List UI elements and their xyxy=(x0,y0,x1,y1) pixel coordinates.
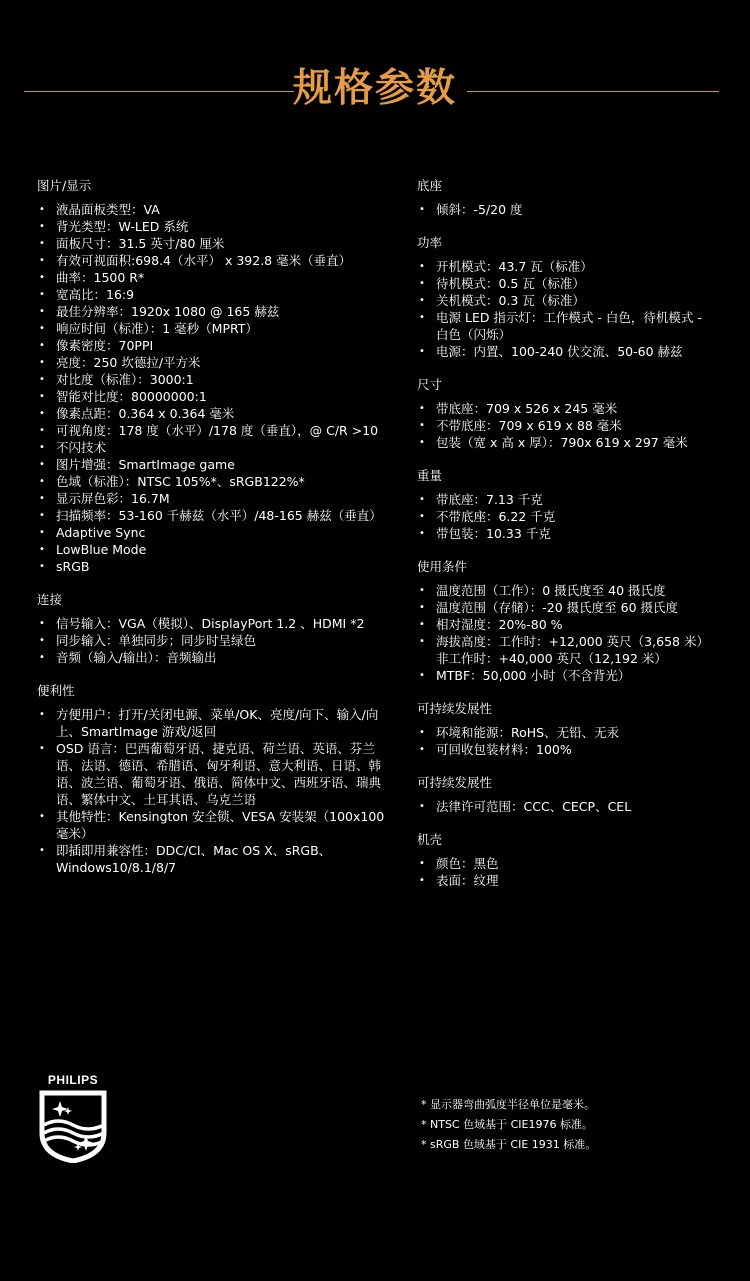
spec-item: • 开机模式：43.7 瓦（标准） xyxy=(417,258,732,275)
philips-shield-icon xyxy=(38,1073,108,1163)
spec-list xyxy=(37,706,407,876)
spec-item: • 面板尺寸：31.5 英寸/80 厘米 xyxy=(37,235,407,252)
header-divider-right xyxy=(467,91,719,92)
page-title: 规格参数 xyxy=(292,66,457,111)
spec-item: • 同步输入：单独同步；同步时呈绿色 xyxy=(37,632,407,649)
footnote: * sRGB 色域基于 CIE 1931 标准。 xyxy=(421,1138,597,1151)
spec-section xyxy=(417,467,732,542)
spec-list xyxy=(417,582,732,684)
spec-item: • 响应时间（标准）：1 毫秒（MPRT） xyxy=(37,320,407,337)
spec-item: • 不闪技术 xyxy=(37,439,407,456)
philips-wordmark: PHILIPS xyxy=(47,1073,99,1087)
spec-item: • 不带底座：6.22 千克 xyxy=(417,508,732,525)
header xyxy=(0,62,750,118)
spec-section xyxy=(417,831,732,889)
spec-item: • 温度范围（存储）：-20 摄氏度至 60 摄氏度 xyxy=(417,599,732,616)
spec-section xyxy=(37,682,407,876)
spec-section xyxy=(417,558,732,684)
spec-list xyxy=(417,258,732,360)
spec-item: • 曲率：1500 R* xyxy=(37,269,407,286)
section-title: 重量 xyxy=(417,468,443,483)
section-title: 底座 xyxy=(417,178,443,193)
spec-item: • 图片增强：SmartImage game xyxy=(37,456,407,473)
spec-item: • 倾斜：-5/20 度 xyxy=(417,201,732,218)
philips-logo xyxy=(38,1073,108,1163)
footnote: * NTSC 色域基于 CIE1976 标准。 xyxy=(421,1118,593,1131)
spec-section xyxy=(417,177,732,218)
spec-item: • 不带底座：709 x 619 x 88 毫米 xyxy=(417,417,732,434)
spec-item: • MTBF：50,000 小时（不含背光） xyxy=(417,667,732,684)
spec-column-right xyxy=(417,177,732,905)
spec-item: • LowBlue Mode xyxy=(37,541,407,558)
spec-item: • 信号输入：VGA（模拟）、DisplayPort 1.2 、HDMI *2 xyxy=(37,615,407,632)
spec-item: • 带包装：10.33 千克 xyxy=(417,525,732,542)
spec-item: • 相对湿度：20%-80 % xyxy=(417,616,732,633)
spec-section xyxy=(37,591,407,666)
spec-item: • OSD 语言：巴西葡萄牙语、捷克语、荷兰语、英语、芬兰 语、法语、德语、希腊语、匈牙利语、意大利语、日语、韩 语、波兰语、葡萄牙语、俄语、简体中文、西班牙语、瑞典 语、繁体中文、土耳其语、乌克兰语 xyxy=(37,740,407,808)
section-title: 可持续发展性 xyxy=(417,775,493,790)
spec-item: • 显示屏色彩：16.7M xyxy=(37,490,407,507)
section-title: 机壳 xyxy=(417,832,443,847)
spec-item: • 包装（宽 x 高 x 厚）：790x 619 x 297 毫米 xyxy=(417,434,732,451)
spec-item: • 关机模式：0.3 瓦（标准） xyxy=(417,292,732,309)
spec-item: • 智能对比度：80000000:1 xyxy=(37,388,407,405)
spec-list xyxy=(417,491,732,542)
spec-item: • 方便用户：打开/关闭电源、菜单/OK、亮度/向下、输入/向 上、SmartImage 游戏/返回 xyxy=(37,706,407,740)
section-title: 便利性 xyxy=(37,683,75,698)
spec-section xyxy=(37,177,407,575)
spec-item: • 即插即用兼容性：DDC/CI、Mac OS X、sRGB、 Windows10/8.1/8/7 xyxy=(37,842,407,876)
spec-item: • 其他特性：Kensington 安全锁、VESA 安装架（100x100 毫米） xyxy=(37,808,407,842)
spec-item: • 亮度：250 坎德拉/平方米 xyxy=(37,354,407,371)
spec-column-left xyxy=(37,177,407,892)
section-title: 图片/显示 xyxy=(37,178,92,193)
spec-item: • 最佳分辨率：1920x 1080 @ 165 赫兹 xyxy=(37,303,407,320)
spec-section xyxy=(417,376,732,451)
spec-item: • 可视角度：178 度（水平）/178 度（垂直），@ C/R >10 xyxy=(37,422,407,439)
spec-section xyxy=(417,700,732,758)
spec-list xyxy=(417,798,732,815)
spec-item: • 海拔高度：工作时：+12,000 英尺（3,658 米） 非工作时：+40,000 英尺（12,192 米） xyxy=(417,633,732,667)
spec-item: • 色域（标准）：NTSC 105%*、sRGB122%* xyxy=(37,473,407,490)
spec-item: • 音频（输入/输出）：音频输出 xyxy=(37,649,407,666)
spec-item: • 带底座：709 x 526 x 245 毫米 xyxy=(417,400,732,417)
spec-item: • 像素密度：70PPI xyxy=(37,337,407,354)
spec-list xyxy=(417,400,732,451)
spec-item: • sRGB xyxy=(37,558,407,575)
section-title: 尺寸 xyxy=(417,377,443,392)
footnotes xyxy=(421,1095,721,1155)
spec-list xyxy=(37,615,407,666)
section-title: 功率 xyxy=(417,235,443,250)
spec-item: • 扫描频率：53-160 千赫兹（水平）/48-165 赫兹（垂直） xyxy=(37,507,407,524)
spec-item: • 环境和能源：RoHS、无铅、无汞 xyxy=(417,724,732,741)
section-title: 使用条件 xyxy=(417,559,468,574)
spec-list xyxy=(417,855,732,889)
spec-item: • 像素点距：0.364 x 0.364 毫米 xyxy=(37,405,407,422)
spec-item: • Adaptive Sync xyxy=(37,524,407,541)
spec-list xyxy=(417,201,732,218)
section-title: 连接 xyxy=(37,592,63,607)
spec-item: • 表面：纹理 xyxy=(417,872,732,889)
spec-list xyxy=(417,724,732,758)
spec-item: • 液晶面板类型：VA xyxy=(37,201,407,218)
spec-item: • 电源：内置、100-240 伏交流、50-60 赫兹 xyxy=(417,343,732,360)
spec-section xyxy=(417,234,732,360)
spec-item: • 宽高比：16:9 xyxy=(37,286,407,303)
spec-item: • 法律许可范围：CCC、CECP、CEL xyxy=(417,798,732,815)
spec-item: • 可回收包装材料：100% xyxy=(417,741,732,758)
spec-item: • 温度范围（工作）：0 摄氏度至 40 摄氏度 xyxy=(417,582,732,599)
spec-item: • 有效可视面积:698.4（水平） x 392.8 毫米（垂直） xyxy=(37,252,407,269)
spec-list xyxy=(37,201,407,575)
spec-item: • 背光类型：W-LED 系统 xyxy=(37,218,407,235)
footnote: * 显示器弯曲弧度半径单位是毫米。 xyxy=(421,1098,595,1111)
section-title: 可持续发展性 xyxy=(417,701,493,716)
spec-section xyxy=(417,774,732,815)
spec-item: • 对比度（标准）：3000:1 xyxy=(37,371,407,388)
spec-item: • 待机模式：0.5 瓦（标准） xyxy=(417,275,732,292)
spec-item: • 电源 LED 指示灯：工作模式 - 白色，待机模式 - 白色（闪烁） xyxy=(417,309,732,343)
spec-item: • 颜色：黑色 xyxy=(417,855,732,872)
spec-item: • 带底座：7.13 千克 xyxy=(417,491,732,508)
